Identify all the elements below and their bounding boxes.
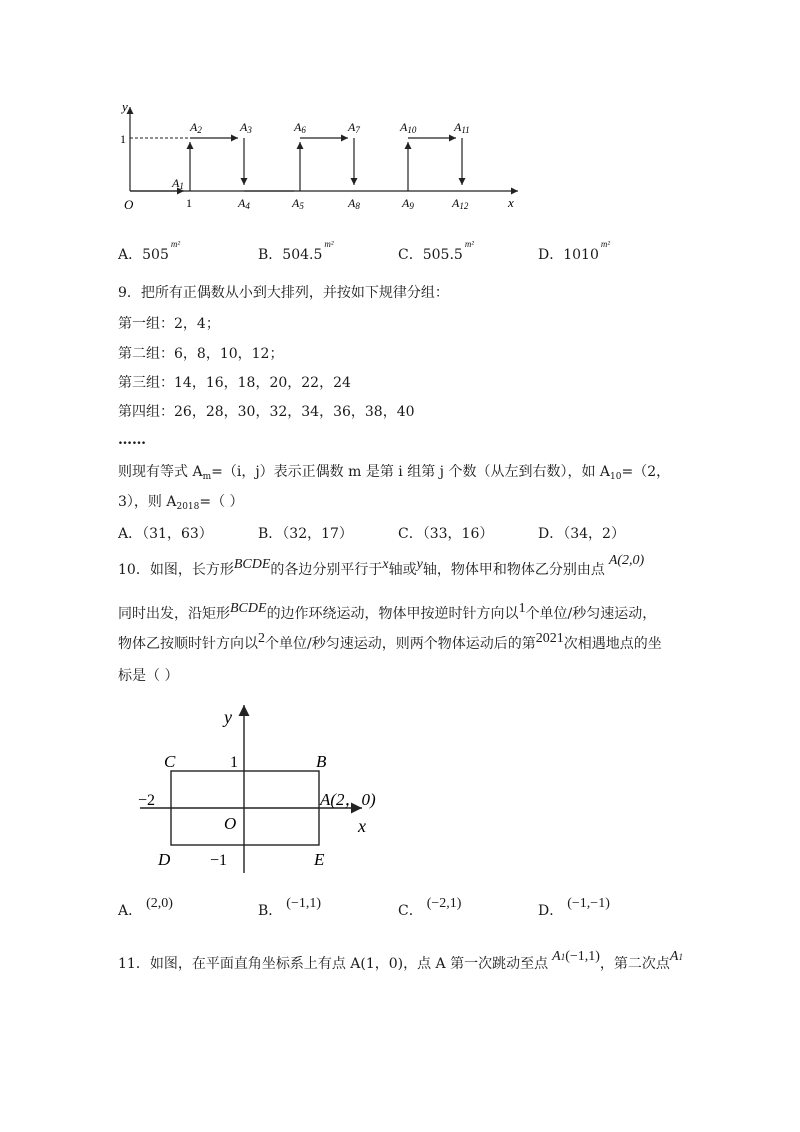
- q10-line3: 物体乙按顺时针方向以2个单位/秒匀速运动，则两个物体运动后的第2021次相遇地点的坐: [118, 631, 662, 652]
- fig2-neg-one-label: −1: [210, 852, 228, 869]
- label-a1: A1: [172, 176, 184, 191]
- q8-option-d[interactable]: D．$1010^{m^2}$: [538, 239, 611, 263]
- q9-line1: 则现有等式 $A_m=(i$，j）表示正偶数 m 是第 i 组第 j 个数（从左到右数），如 $A_{10}=(2$，: [118, 464, 671, 482]
- fig2-origin-label: O: [224, 814, 237, 833]
- q8-option-c[interactable]: C．$505.5^{m^2}$: [398, 239, 475, 263]
- point-b-label: B: [316, 752, 327, 771]
- label-a3: A3: [240, 120, 252, 135]
- q10-line4: 标是（ ）: [118, 668, 179, 684]
- label-a9: A9: [402, 196, 414, 211]
- q9-stem: 9．把所有正偶数从小到大排列，并按如下规律分组：: [118, 285, 449, 301]
- label-a6: A6: [294, 120, 306, 135]
- fig2-neg-two-label: −2: [138, 792, 156, 809]
- label-a8: A8: [348, 196, 360, 211]
- point-d-label: D: [158, 850, 171, 869]
- fig1-y-label: y: [122, 99, 128, 114]
- fig1-one-x-label: 1: [186, 196, 192, 210]
- q8-option-b[interactable]: B．$504.5^{m^2}$: [258, 239, 334, 263]
- q9-group1: 第一组：2，4；: [118, 316, 220, 332]
- q9-option-a[interactable]: A．（31，63）: [118, 526, 213, 542]
- label-a5: A5: [292, 196, 304, 211]
- fig1-one-label: 1: [120, 132, 126, 146]
- q10-line2: 同时出发，沿矩形BCDE的边作环绕运动，物体甲按逆时针方向以1个单位/秒匀速运动，: [118, 601, 657, 622]
- q10-option-c[interactable]: C． (−2,1): [398, 896, 462, 919]
- label-a12: A12: [452, 196, 469, 211]
- label-a11: A11: [454, 120, 470, 135]
- q9-option-c[interactable]: C．（33，16）: [398, 526, 494, 542]
- point-c-label: C: [164, 752, 176, 771]
- fig2-one-label: 1: [230, 754, 238, 771]
- fig2-x-label: x: [358, 816, 366, 836]
- q10-option-d[interactable]: D． (−1,−1): [538, 896, 610, 919]
- q10-option-a[interactable]: A． (2,0): [118, 896, 173, 919]
- figure-rectangle-bcde: [130, 695, 420, 885]
- q9-group4: 第四组：26，28，30，32，34，36，38，40: [118, 404, 415, 420]
- fig2-y-label: y: [224, 707, 232, 727]
- q10-option-b[interactable]: B． (−1,1): [258, 896, 322, 919]
- label-a10: A10: [400, 120, 417, 135]
- q9-line2: 3），则 $A_{2018}=$（ ）: [118, 494, 244, 512]
- q8-option-a[interactable]: A．$505^{m^2}$: [118, 239, 181, 263]
- fig1-x-label: x: [508, 195, 514, 210]
- label-a7: A7: [348, 120, 360, 135]
- point-e-label: E: [314, 850, 325, 869]
- q9-group3: 第三组：14，16，18，20，22，24: [118, 375, 351, 391]
- q9-group2: 第二组：6，8，10，12；: [118, 346, 284, 362]
- label-a4: A4: [238, 196, 250, 211]
- label-a2: A2: [190, 120, 202, 135]
- fig1-origin-label: O: [124, 197, 134, 212]
- q11-line1: 11．如图，在平面直角坐标系上有点 A(1，0)，点 A 第一次跳动至点 A1(−1,1)，第二次点A1: [118, 949, 683, 972]
- figure-jump-path: [110, 95, 530, 215]
- q9-option-b[interactable]: B．（32，17）: [258, 526, 353, 542]
- q10-line1: 10．如图，长方形BCDE的各边分别平行于x轴或y轴，物体甲和物体乙分别由点A(2,0): [118, 553, 645, 578]
- q9-ellipsis: ……: [118, 432, 146, 448]
- point-a-label: A(2，0): [320, 790, 376, 809]
- q9-option-d[interactable]: D．（34，2）: [538, 526, 625, 542]
